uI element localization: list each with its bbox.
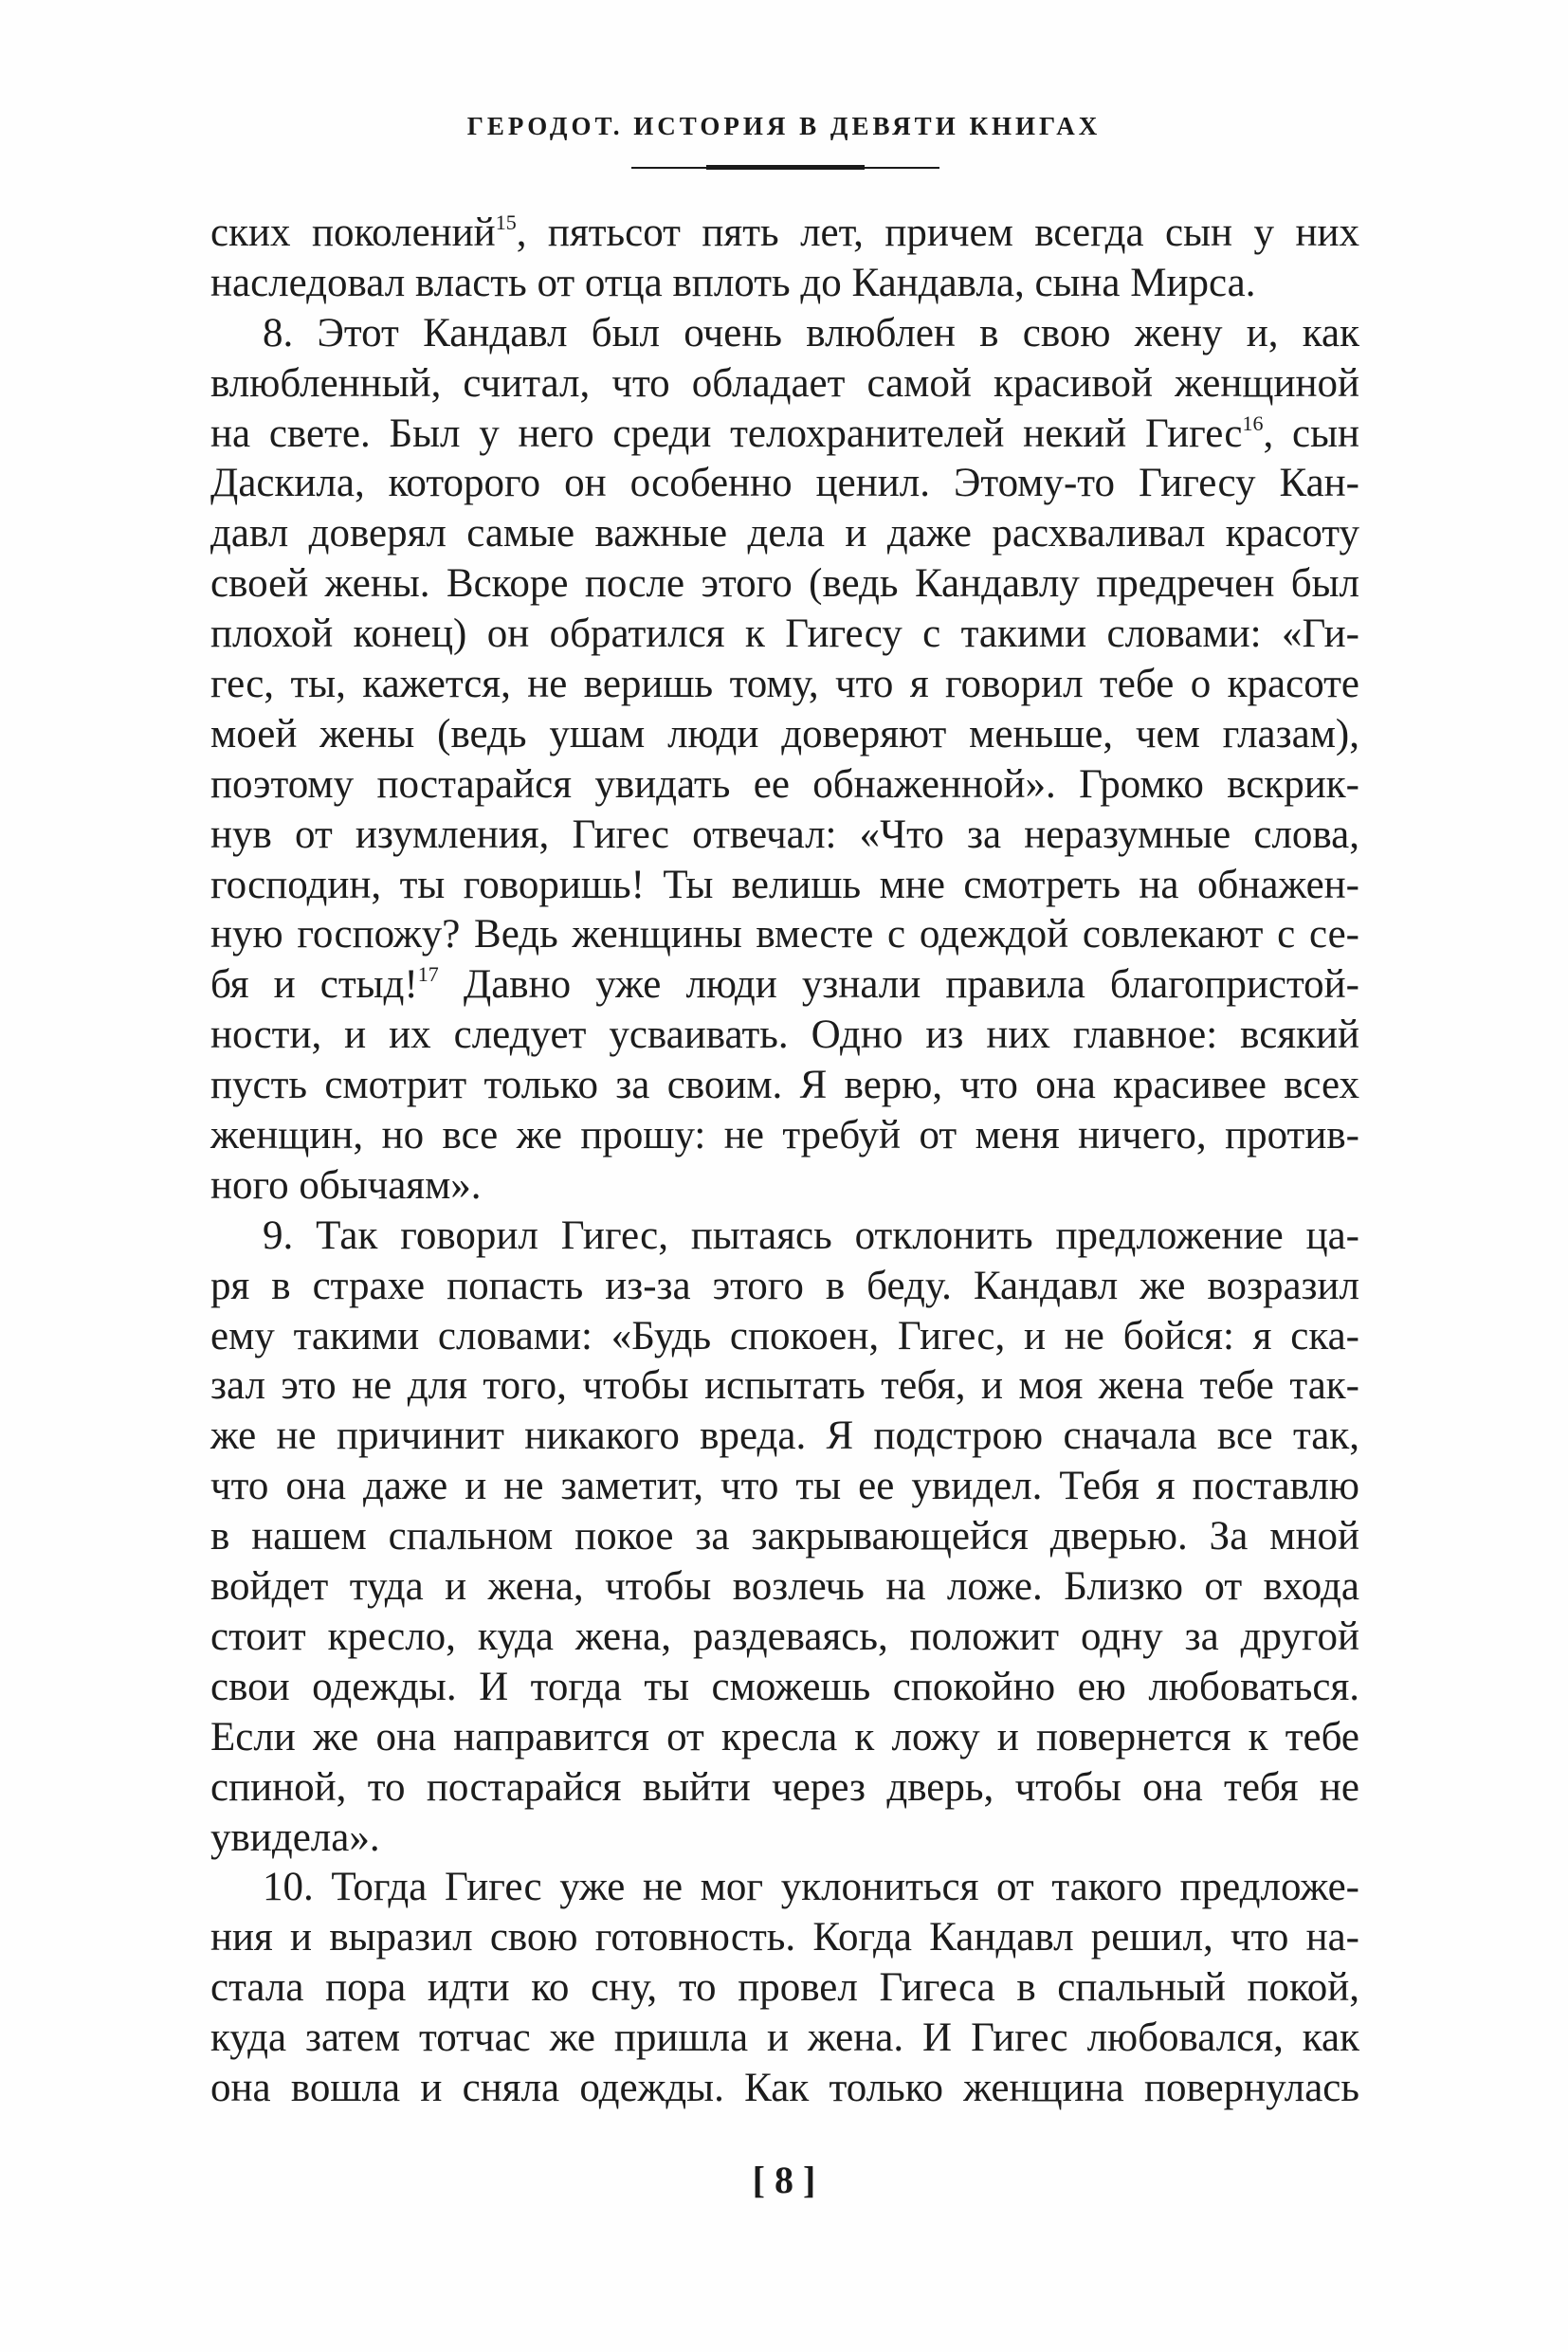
text-line: ного обычаям». (210, 1162, 482, 1208)
footnote-ref: 15 (495, 210, 517, 234)
text-line: спиной, то постарайся выйти через дверь, чтобы она тебя не (210, 1764, 1359, 1810)
running-head: ГЕРОДОТ. ИСТОРИЯ В ДЕВЯТИ КНИГАХ (466, 112, 1102, 140)
text-line: ему такими словами: «Будь спокоен, Гигес, и не бойся: я ска- (210, 1313, 1359, 1358)
text-line: ских поколений$^{15}$, пятьсот пять лет, причем всегда сын у них (210, 210, 1359, 255)
header-rule-accent (706, 165, 865, 170)
text-line: войдет туда и жена, чтобы возлечь на ложе. Близко от входа (210, 1564, 1359, 1610)
text-line: куда затем тотчас же пришла и жена. И Гигес любовался, как (210, 2015, 1359, 2061)
text-line: же не причинит никакого вреда. Я подстрою сначала все так, (210, 1413, 1359, 1459)
text-line: плохой конец) он обратился к Гигесу с такими словами: «Ги- (210, 611, 1359, 657)
text-line: поэтому постарайся увидать ее обнаженной». Громко вскрик- (210, 761, 1359, 807)
text-line: бя и стыд!$^{17}$ Давно уже люди узнали правила благопристой- (210, 962, 1359, 1008)
text-line: зал это не для того, чтобы испытать тебя, и моя жена тебе так- (210, 1363, 1359, 1409)
body-text (210, 209, 1359, 2114)
text-line: нув от изумления, Гигес отвечал: «Что за неразумные слова, (210, 811, 1359, 857)
text-line: стоит кресло, куда жена, раздеваясь, положит одну за другой (210, 1614, 1359, 1659)
text-line: увидела». (210, 1814, 380, 1860)
text-line: Даскила, которого он особенно ценил. Этому-то Гигесу Кан- (210, 461, 1359, 506)
paragraph-start-line: 10. Тогда Гигес уже не мог уклониться от такого предложе- (263, 1865, 1359, 1910)
text-line: давл доверял самые важные дела и даже расхваливал красоту (210, 511, 1359, 556)
text-line: она вошла и сняла одежды. Как только женщина повернулась (210, 2065, 1359, 2110)
paragraph-start-line: 8. Этот Кандавл был очень влюблен в свою жену и, как (263, 310, 1359, 356)
text-line: стала пора идти ко сну, то провел Гигеса в спальный покой, (210, 1965, 1359, 2011)
text-line: господин, ты говоришь! Ты велишь мне смотреть на обнажен- (210, 862, 1359, 907)
text-line: ности, и их следует усваивать. Одно из них главное: всякий (210, 1012, 1359, 1058)
footnote-ref: 17 (417, 962, 439, 987)
text-line: ря в страхе попасть из-за этого в беду. Кандавл же возразил (210, 1263, 1359, 1308)
text-line: пусть смотрит только за своим. Я верю, что она красивее всех (210, 1063, 1359, 1108)
text-line: влюбленный, считал, что обладает самой красивой женщиной (210, 360, 1359, 406)
text-line: в нашем спальном покое за закрывающейся дверью. За мной (210, 1514, 1359, 1559)
text-line: моей жены (ведь ушам люди доверяют меньше, чем глазам), (210, 711, 1359, 757)
text-line: ную госпожу? Ведь женщины вместе с одеждой совлекают с се- (210, 912, 1359, 957)
footnote-ref: 16 (1242, 410, 1264, 435)
text-line: гес, ты, кажется, не веришь тому, что я говорил тебе о красоте (210, 662, 1359, 707)
text-line: Если же она направится от кресла к ложу и повернется к тебе (210, 1714, 1359, 1759)
page-number: [ 8 ] (752, 2159, 816, 2201)
text-line: что она даже и не заметит, что ты ее увидел. Тебя я поставлю (210, 1464, 1359, 1509)
text-line: свои одежды. И тогда ты сможешь спокойно ею любоваться. (210, 1664, 1359, 1709)
text-line: женщин, но все же прошу: не требуй от меня ничего, против- (210, 1113, 1359, 1158)
text-line: ния и выразил свою готовность. Когда Кандавл решил, что на- (210, 1915, 1359, 1960)
text-line: на свете. Был у него среди телохранителей некий Гигес$^{16}$, сын (210, 410, 1359, 456)
text-line: наследовал власть от отца вплоть до Кандавла, сына Мирса. (210, 260, 1256, 305)
paragraph-start-line: 9. Так говорил Гигес, пытаясь отклонить предложение ца- (263, 1212, 1359, 1258)
text-line: своей жены. Вскоре после этого (ведь Кандавлу предречен был (210, 561, 1359, 607)
